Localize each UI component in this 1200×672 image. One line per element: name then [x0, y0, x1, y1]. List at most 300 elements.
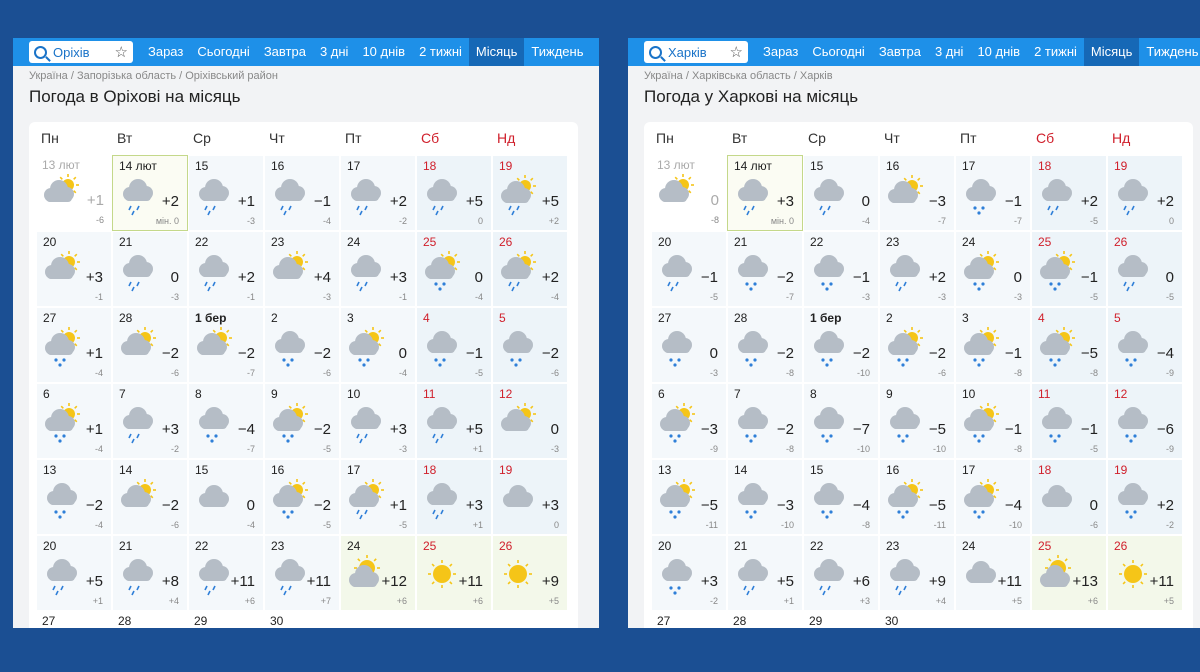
star-icon[interactable]: ☆	[114, 44, 128, 61]
cloud-sun-weather-icon	[41, 250, 83, 294]
day-cell[interactable]	[1107, 231, 1183, 307]
min-temperature: -2	[1165, 520, 1174, 530]
day-cell[interactable]	[955, 307, 1031, 383]
cloud-weather-icon	[497, 478, 539, 522]
day-number: 15	[810, 463, 824, 477]
day-number: 20	[43, 539, 57, 553]
tab-3[interactable]: 3 дні	[934, 44, 964, 59]
day-number: 25	[423, 539, 437, 553]
min-temperature: -8	[785, 444, 794, 454]
max-temperature: +2	[1156, 497, 1174, 514]
day-cell[interactable]	[651, 307, 727, 383]
day-number: 26	[1114, 235, 1128, 249]
day-cell[interactable]	[36, 307, 112, 383]
day-cell[interactable]	[1107, 307, 1183, 383]
day-number: 23	[271, 539, 285, 553]
min-temperature: -7	[246, 444, 255, 454]
day-cell[interactable]	[879, 155, 955, 231]
rain-weather-icon	[41, 554, 83, 598]
breadcrumb[interactable]: Україна / Запорізька область / Оріхівський район	[29, 70, 278, 82]
day-cell[interactable]	[1031, 535, 1107, 611]
min-temperature: -5	[709, 292, 718, 302]
tab-1[interactable]: Сьогодні	[812, 44, 865, 59]
day-cell[interactable]	[340, 535, 416, 611]
day-cell[interactable]	[879, 535, 955, 611]
snow-weather-icon	[732, 478, 774, 522]
day-cell	[651, 155, 727, 231]
day-number: 23	[886, 235, 900, 249]
snow-weather-icon	[884, 402, 926, 446]
max-temperature: −1	[1080, 269, 1098, 286]
day-cell[interactable]	[188, 459, 264, 535]
max-temperature: +3	[161, 421, 179, 438]
min-temperature: -6	[550, 368, 559, 378]
weekday-label: Сб	[1036, 130, 1055, 146]
max-temperature: +2	[161, 193, 179, 210]
day-cell[interactable]	[188, 535, 264, 611]
tab-5[interactable]: 2 тижні	[419, 44, 462, 59]
day-cell	[879, 611, 955, 628]
rain-weather-icon	[193, 554, 235, 598]
cloud-sun-weather-icon	[40, 173, 82, 217]
weekday-label: Нд	[1112, 130, 1131, 146]
min-temperature: -5	[474, 368, 483, 378]
day-cell[interactable]	[416, 231, 492, 307]
snow-weather-icon	[732, 326, 774, 370]
min-temperature: -4	[322, 216, 331, 226]
tab-5[interactable]: 2 тижні	[1034, 44, 1077, 59]
sun-snow-weather-icon	[421, 250, 463, 294]
day-cell[interactable]	[264, 459, 340, 535]
day-number: 27	[657, 614, 671, 628]
tab-2[interactable]: Завтра	[263, 44, 306, 59]
weekday-label: Чт	[884, 130, 900, 146]
day-cell[interactable]	[492, 383, 568, 459]
max-temperature: −4	[1004, 497, 1022, 514]
max-temperature: +11	[997, 573, 1022, 590]
day-cell[interactable]	[879, 231, 955, 307]
max-temperature: 0	[861, 193, 870, 210]
min-temperature: -6	[95, 215, 104, 225]
cloud-weather-icon	[960, 554, 1002, 598]
search-input[interactable]	[29, 41, 133, 63]
day-cell[interactable]	[492, 459, 568, 535]
max-temperature: −1	[1004, 345, 1022, 362]
rain-weather-icon	[421, 174, 463, 218]
day-number: 24	[347, 539, 361, 553]
day-number: 1 бер	[195, 311, 227, 325]
min-temperature: -7	[246, 368, 255, 378]
search-city-name[interactable]: Оріхів	[53, 44, 90, 60]
day-cell[interactable]	[112, 383, 188, 459]
weekday-label: Ср	[193, 130, 211, 146]
day-cell[interactable]	[651, 535, 727, 611]
day-cell	[803, 611, 879, 628]
sun-snow-weather-icon	[656, 478, 698, 522]
max-temperature: −2	[776, 269, 794, 286]
max-temperature: −2	[237, 345, 255, 362]
snow-weather-icon	[1036, 402, 1078, 446]
tab-7[interactable]: Тиждень	[1146, 44, 1199, 59]
min-temperature: -5	[398, 520, 407, 530]
day-cell[interactable]	[727, 155, 803, 231]
weekday-header	[644, 122, 1193, 155]
day-cell[interactable]	[651, 383, 727, 459]
max-temperature: −3	[928, 193, 946, 210]
day-cell[interactable]	[36, 231, 112, 307]
day-number: 12	[499, 387, 513, 401]
day-cell[interactable]	[955, 383, 1031, 459]
cloud-sun-weather-icon	[497, 402, 539, 446]
day-number: 17	[347, 463, 361, 477]
search-icon	[649, 46, 662, 59]
sun-snow-weather-icon	[884, 478, 926, 522]
day-cell[interactable]	[36, 459, 112, 535]
snow-weather-icon	[732, 250, 774, 294]
tab-2[interactable]: Завтра	[878, 44, 921, 59]
day-cell[interactable]	[1031, 155, 1107, 231]
sun-snow-weather-icon	[960, 402, 1002, 446]
day-cell[interactable]	[188, 307, 264, 383]
top-nav-bar	[628, 38, 1200, 66]
rain-weather-icon	[345, 250, 387, 294]
sun-snow-weather-icon	[960, 326, 1002, 370]
day-cell[interactable]	[188, 383, 264, 459]
day-cell[interactable]	[264, 231, 340, 307]
day-cell[interactable]	[112, 231, 188, 307]
tab-3[interactable]: 3 дні	[319, 44, 349, 59]
min-temperature: 0	[477, 216, 483, 226]
day-number: 23	[886, 539, 900, 553]
day-cell[interactable]	[492, 231, 568, 307]
rain-weather-icon	[117, 174, 159, 218]
tab-4[interactable]: 10 днів	[362, 44, 406, 59]
min-temperature: -5	[1089, 444, 1098, 454]
weather-panel-orikhiv	[13, 38, 599, 628]
min-temperature: -2	[398, 216, 407, 226]
cloud-sun-weather-icon	[193, 326, 235, 370]
min-temperature: +1	[472, 520, 483, 530]
day-cell[interactable]	[651, 231, 727, 307]
day-number: 14 лют	[119, 159, 157, 173]
day-number: 7	[734, 387, 741, 401]
tab-7[interactable]: Тиждень	[531, 44, 584, 59]
day-cell[interactable]	[727, 307, 803, 383]
rain-weather-icon	[269, 554, 311, 598]
day-number: 27	[43, 311, 57, 325]
day-cell[interactable]	[416, 155, 492, 231]
min-temperature: -8	[710, 215, 719, 225]
min-temperature: -5	[1089, 292, 1098, 302]
max-temperature: +11	[458, 573, 483, 590]
min-temperature: +6	[1087, 596, 1098, 606]
rain-weather-icon	[193, 174, 235, 218]
rain-weather-icon	[117, 402, 159, 446]
day-cell[interactable]	[955, 155, 1031, 231]
rain-weather-icon	[884, 250, 926, 294]
day-cell[interactable]	[492, 155, 568, 231]
forecast-tabs	[141, 38, 591, 66]
day-cell[interactable]	[727, 383, 803, 459]
day-number: 13 лют	[657, 158, 695, 172]
tab-0[interactable]: Зараз	[148, 44, 184, 59]
min-temperature: -4	[94, 444, 103, 454]
day-cell[interactable]	[803, 307, 879, 383]
day-number: 16	[886, 463, 900, 477]
day-cell[interactable]	[188, 231, 264, 307]
snow-weather-icon	[808, 402, 850, 446]
day-number: 27	[658, 311, 672, 325]
day-cell[interactable]	[803, 535, 879, 611]
max-temperature: 0	[709, 345, 718, 362]
sun-snow-weather-icon	[345, 326, 387, 370]
cloud-weather-icon	[193, 478, 235, 522]
snow-weather-icon	[960, 174, 1002, 218]
day-cell[interactable]	[803, 155, 879, 231]
day-number: 1 бер	[810, 311, 842, 325]
day-number: 21	[734, 539, 748, 553]
max-temperature: +2	[1156, 193, 1174, 210]
day-number: 2	[886, 311, 893, 325]
day-cell[interactable]	[112, 155, 188, 231]
tab-6[interactable]: Місяць	[469, 38, 524, 66]
rain-weather-icon	[1036, 174, 1078, 218]
day-number: 24	[962, 235, 976, 249]
max-temperature: +1	[85, 421, 103, 438]
day-cell[interactable]	[1107, 535, 1183, 611]
page-title: Погода у Харкові на місяць	[644, 87, 859, 106]
max-temperature: −2	[313, 345, 331, 362]
rain-weather-icon	[193, 250, 235, 294]
day-number: 24	[347, 235, 361, 249]
min-temperature: -1	[94, 292, 103, 302]
day-cell[interactable]	[340, 383, 416, 459]
day-cell[interactable]	[955, 535, 1031, 611]
max-temperature: +5	[85, 573, 103, 590]
day-cell[interactable]	[416, 535, 492, 611]
cloud-sun-weather-icon	[884, 174, 926, 218]
day-cell[interactable]	[727, 535, 803, 611]
min-temperature: +5	[548, 596, 559, 606]
max-temperature: +13	[1072, 573, 1098, 590]
max-temperature: −3	[700, 421, 718, 438]
rain-weather-icon	[808, 554, 850, 598]
day-cell[interactable]	[1031, 307, 1107, 383]
day-cell[interactable]	[803, 459, 879, 535]
cloud-sun-weather-icon	[117, 478, 159, 522]
day-cell[interactable]	[264, 383, 340, 459]
weekday-label: Сб	[421, 130, 440, 146]
min-temperature: 0	[1168, 216, 1174, 226]
min-temperature: +6	[472, 596, 483, 606]
day-number: 14 лют	[734, 159, 772, 173]
day-cell[interactable]	[879, 383, 955, 459]
day-number: 8	[810, 387, 817, 401]
day-number: 13	[43, 463, 57, 477]
day-cell[interactable]	[340, 231, 416, 307]
max-temperature: −2	[313, 421, 331, 438]
day-number: 18	[1038, 159, 1052, 173]
max-temperature: +5	[776, 573, 794, 590]
month-calendar	[644, 122, 1193, 628]
day-cell[interactable]	[955, 231, 1031, 307]
min-temperature: -10	[932, 444, 946, 454]
weekday-label: Пн	[656, 130, 674, 146]
min-temperature: -7	[937, 216, 946, 226]
day-number: 29	[809, 614, 823, 628]
max-temperature: +5	[541, 193, 559, 210]
max-temperature: +3	[776, 193, 794, 210]
day-number: 22	[195, 235, 209, 249]
snow-weather-icon	[421, 326, 463, 370]
day-cell[interactable]	[879, 307, 955, 383]
max-temperature: 0	[1165, 269, 1174, 286]
day-cell[interactable]	[112, 307, 188, 383]
rain-weather-icon	[884, 554, 926, 598]
min-temperature: -5	[322, 444, 331, 454]
day-number: 26	[499, 539, 513, 553]
day-cell[interactable]	[1107, 459, 1183, 535]
day-cell[interactable]	[340, 155, 416, 231]
day-number: 20	[43, 235, 57, 249]
min-temperature: -6	[937, 368, 946, 378]
sun-rain-weather-icon	[345, 478, 387, 522]
max-temperature: +2	[389, 193, 407, 210]
min-temperature: +1	[472, 444, 483, 454]
day-cell[interactable]	[1107, 383, 1183, 459]
day-number: 22	[195, 539, 209, 553]
day-cell[interactable]	[416, 459, 492, 535]
max-temperature: −2	[852, 345, 870, 362]
day-cell[interactable]	[264, 307, 340, 383]
day-cell[interactable]	[416, 383, 492, 459]
weekday-label: Вт	[117, 130, 133, 146]
day-cell	[112, 611, 188, 628]
search-city-name[interactable]: Харків	[668, 44, 707, 60]
day-number: 6	[658, 387, 665, 401]
sun-snow-weather-icon	[269, 478, 311, 522]
day-number: 11	[423, 387, 436, 401]
max-temperature: +11	[230, 573, 255, 590]
day-number: 28	[118, 614, 132, 628]
day-number: 16	[271, 159, 285, 173]
day-cell[interactable]	[1031, 459, 1107, 535]
day-cell[interactable]	[492, 307, 568, 383]
min-temperature: -3	[550, 444, 559, 454]
sun-snow-weather-icon	[656, 402, 698, 446]
snow-weather-icon	[193, 402, 235, 446]
tab-4[interactable]: 10 днів	[977, 44, 1021, 59]
day-number: 14	[734, 463, 748, 477]
min-temperature: -11	[933, 520, 946, 530]
day-number: 10	[347, 387, 361, 401]
day-cell[interactable]	[727, 231, 803, 307]
max-temperature: 0	[1089, 497, 1098, 514]
star-icon[interactable]: ☆	[729, 44, 743, 61]
day-number: 17	[962, 159, 976, 173]
max-temperature: +5	[465, 193, 483, 210]
tab-0[interactable]: Зараз	[763, 44, 799, 59]
day-number: 22	[810, 235, 824, 249]
day-number: 25	[1038, 235, 1052, 249]
sun-weather-icon	[1112, 554, 1154, 598]
day-cell[interactable]	[1107, 155, 1183, 231]
min-temperature: -7	[785, 292, 794, 302]
max-temperature: −3	[776, 497, 794, 514]
tab-1[interactable]: Сьогодні	[197, 44, 250, 59]
day-cell[interactable]	[955, 459, 1031, 535]
sun-weather-icon	[421, 554, 463, 598]
sun-rain-weather-icon	[497, 250, 539, 294]
day-cell	[188, 611, 264, 628]
snow-weather-icon	[808, 478, 850, 522]
day-cell[interactable]	[340, 459, 416, 535]
max-temperature: −1	[465, 345, 483, 362]
min-temperature: +1	[783, 596, 794, 606]
weekday-label: Пт	[960, 130, 977, 146]
day-cell[interactable]	[340, 307, 416, 383]
min-temperature: +7	[320, 596, 331, 606]
day-cell[interactable]	[879, 459, 955, 535]
rain-weather-icon	[117, 554, 159, 598]
tab-6[interactable]: Місяць	[1084, 38, 1139, 66]
max-temperature: −5	[700, 497, 718, 514]
sun-snow-weather-icon	[960, 250, 1002, 294]
min-temperature: -3	[1013, 292, 1022, 302]
day-cell[interactable]	[1031, 231, 1107, 307]
day-cell[interactable]	[36, 383, 112, 459]
day-cell[interactable]	[651, 459, 727, 535]
min-temperature: +4	[168, 596, 179, 606]
day-cell[interactable]	[803, 383, 879, 459]
min-temperature: -4	[861, 216, 870, 226]
max-temperature: 0	[474, 269, 483, 286]
day-number: 19	[499, 159, 513, 173]
max-temperature: +4	[313, 269, 331, 286]
day-cell[interactable]	[416, 307, 492, 383]
day-cell[interactable]	[112, 459, 188, 535]
day-cell[interactable]	[264, 535, 340, 611]
day-cell[interactable]	[36, 535, 112, 611]
top-nav-bar	[13, 38, 599, 66]
day-number: 18	[423, 159, 437, 173]
max-temperature: 0	[1013, 269, 1022, 286]
min-temperature: -10	[780, 520, 794, 530]
day-cell[interactable]	[1031, 383, 1107, 459]
day-number: 19	[1114, 159, 1128, 173]
max-temperature: −1	[700, 269, 718, 286]
day-number: 28	[119, 311, 133, 325]
sun-snow-weather-icon	[1036, 250, 1078, 294]
max-temperature: −5	[928, 497, 946, 514]
max-temperature: +1	[86, 192, 104, 209]
day-cell[interactable]	[112, 535, 188, 611]
day-cell[interactable]	[803, 231, 879, 307]
day-cell[interactable]	[264, 155, 340, 231]
day-number: 30	[885, 614, 899, 628]
max-temperature: +12	[381, 573, 407, 590]
day-cell[interactable]	[492, 535, 568, 611]
day-number: 26	[499, 235, 513, 249]
day-number: 21	[119, 539, 133, 553]
rain-weather-icon	[421, 402, 463, 446]
breadcrumb[interactable]: Україна / Харківська область / Харків	[644, 70, 833, 82]
day-cell[interactable]	[727, 459, 803, 535]
day-number: 19	[1114, 463, 1128, 477]
day-cell[interactable]	[188, 155, 264, 231]
search-input[interactable]	[644, 41, 748, 63]
month-calendar	[29, 122, 578, 628]
